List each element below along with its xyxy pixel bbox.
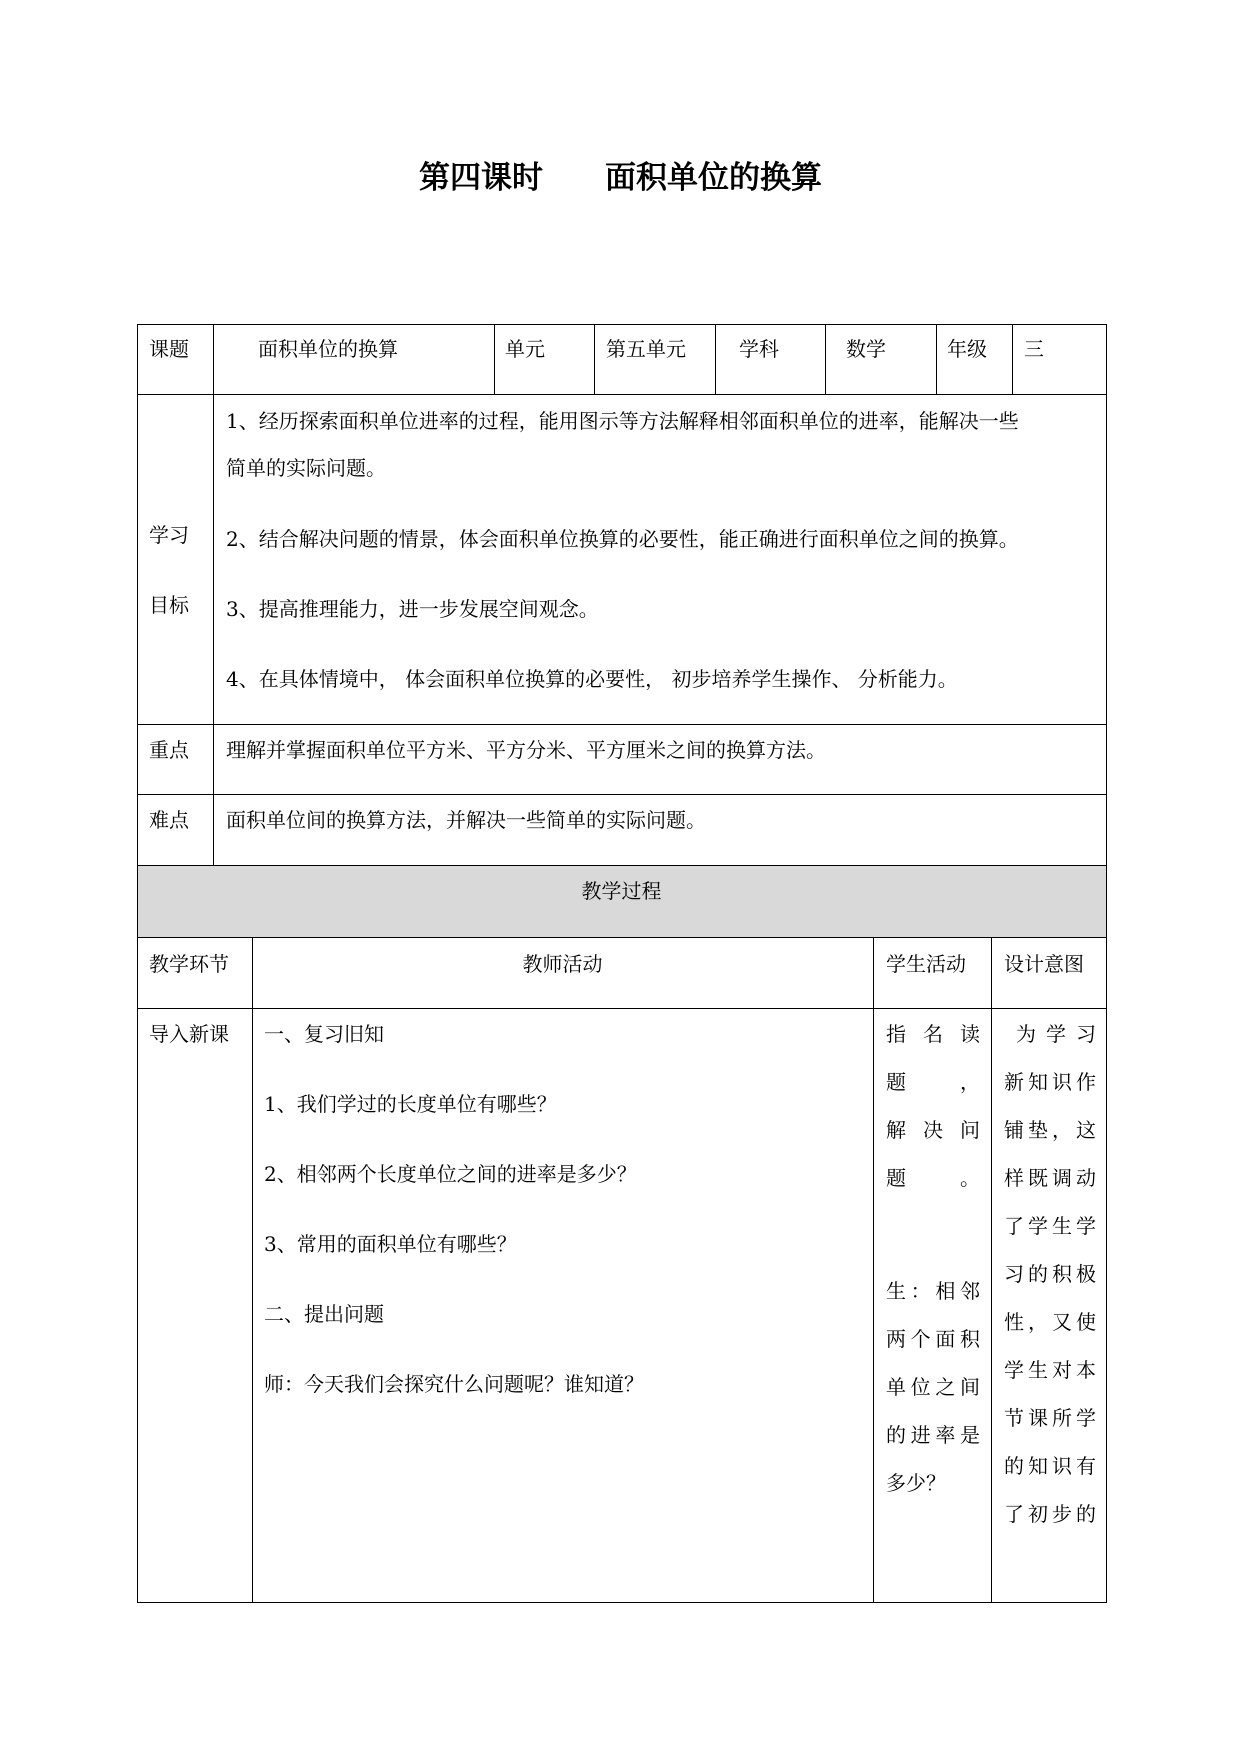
table-divider xyxy=(137,724,1107,725)
column-header-intent: 设计意图 xyxy=(1004,952,1084,976)
design-intent-line: 铺垫，这 xyxy=(1004,1118,1096,1142)
table-divider xyxy=(936,324,937,395)
table-divider xyxy=(873,937,874,1603)
goal-item: 2、结合解决问题的情景，体会面积单位换算的必要性，能正确进行面积单位之间的换算。 xyxy=(226,527,1019,551)
subject-label: 学科 xyxy=(739,337,779,361)
stage-text: 导入新课 xyxy=(149,1022,229,1046)
student-activity-line: 解决问题。 xyxy=(886,1118,980,1190)
design-intent-line: 新知识作 xyxy=(1004,1070,1096,1094)
table-divider xyxy=(825,324,826,395)
goal-item: 3、提高推理能力，进一步发展空间观念。 xyxy=(226,597,599,621)
goal-item: 简单的实际问题。 xyxy=(226,456,386,480)
student-activity-block xyxy=(886,1010,980,1202)
difficulty-label: 难点 xyxy=(149,808,189,832)
unit-label: 单元 xyxy=(505,337,545,361)
student-activity-line: 的进率是 xyxy=(886,1423,980,1447)
student-answer-block xyxy=(886,1267,980,1507)
teacher-activity-line: 2、相邻两个长度单位之间的进率是多少？ xyxy=(264,1162,637,1186)
process-header: 教学过程 xyxy=(581,879,662,903)
design-intent-line: 性，又使 xyxy=(1004,1310,1096,1334)
design-intent-block xyxy=(1004,1010,1096,1538)
student-activity-line: 多少？ xyxy=(886,1471,946,1495)
column-header-stage: 教学环节 xyxy=(149,952,229,976)
table-border xyxy=(1106,324,1107,1603)
teacher-activity-line: 3、常用的面积单位有哪些？ xyxy=(264,1232,517,1256)
goals-label-line: 目标 xyxy=(149,593,189,617)
teacher-activity-line: 1、我们学过的长度单位有哪些？ xyxy=(264,1092,557,1116)
column-header-teacher: 教师活动 xyxy=(522,952,603,976)
goal-item: 1、经历探索面积单位进率的过程，能用图示等方法解释相邻面积单位的进率，能解决一些 xyxy=(226,409,1019,433)
student-activity-line: 两个面积 xyxy=(886,1327,980,1351)
student-activity-line: 指名读题， xyxy=(886,1022,980,1094)
topic-value: 面积单位的换算 xyxy=(258,337,398,361)
grade-value: 三 xyxy=(1024,337,1044,361)
table-divider xyxy=(137,394,1107,395)
table-divider xyxy=(213,324,214,866)
table-divider xyxy=(137,794,1107,795)
design-intent-line: 节课所学 xyxy=(1004,1406,1096,1430)
teacher-activity-line: 二、提出问题 xyxy=(264,1302,384,1326)
design-intent-line: 了初步的 xyxy=(1004,1502,1096,1526)
table-border xyxy=(137,1602,1107,1603)
goals-label xyxy=(149,500,189,640)
table-divider xyxy=(1012,324,1013,395)
design-intent-line: 样既调动 xyxy=(1004,1166,1096,1190)
table-divider xyxy=(137,1008,1107,1009)
student-activity-line: 生：相邻 xyxy=(886,1279,980,1303)
key-point-label: 重点 xyxy=(149,738,189,762)
table-divider xyxy=(137,865,1107,866)
design-intent-line: 为学习 xyxy=(1016,1022,1096,1046)
table-border xyxy=(137,324,138,1603)
design-intent-line: 学生对本 xyxy=(1004,1358,1096,1382)
teacher-activity-line: 师：今天我们会探究什么问题呢？谁知道？ xyxy=(264,1372,644,1396)
goals-label-line: 学习 xyxy=(149,523,189,547)
table-divider xyxy=(715,324,716,395)
lesson-number: 第四课时 xyxy=(419,160,543,196)
goal-item: 4、在具体情境中， 体会面积单位换算的必要性， 初步培养学生操作、 分析能力。 xyxy=(226,667,958,691)
table-border xyxy=(137,324,1107,325)
table-divider xyxy=(137,937,1107,938)
design-intent-line: 习的积极 xyxy=(1004,1262,1096,1286)
unit-value: 第五单元 xyxy=(606,337,686,361)
table-divider xyxy=(252,937,253,1603)
teacher-activity-line: 一、复习旧知 xyxy=(264,1022,384,1046)
subject-value: 数学 xyxy=(846,337,886,361)
key-point-text: 理解并掌握面积单位平方米、平方分米、平方厘米之间的换算方法。 xyxy=(226,738,826,762)
design-intent-line: 了学生学 xyxy=(1004,1214,1096,1238)
design-intent-line: 的知识有 xyxy=(1004,1454,1096,1478)
page-title xyxy=(0,158,1241,198)
table-divider xyxy=(494,324,495,395)
student-activity-line: 单位之间 xyxy=(886,1375,980,1399)
difficulty-text: 面积单位间的换算方法，并解决一些简单的实际问题。 xyxy=(226,808,706,832)
table-divider xyxy=(594,324,595,395)
table-divider xyxy=(991,937,992,1603)
topic-label: 课题 xyxy=(149,337,189,361)
grade-label: 年级 xyxy=(947,337,987,361)
lesson-title: 面积单位的换算 xyxy=(605,160,822,196)
column-header-student: 学生活动 xyxy=(886,952,966,976)
